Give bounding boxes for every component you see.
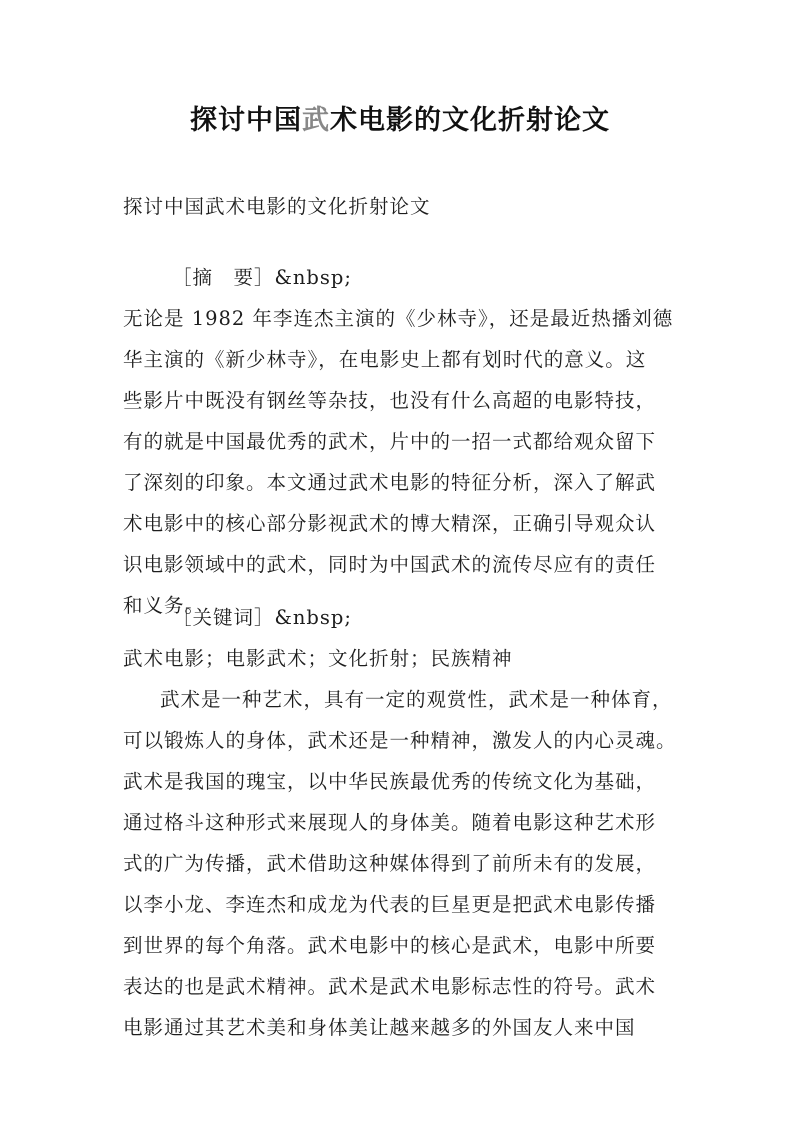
abstract-label: ［摘 要］&nbsp; [172, 266, 352, 289]
abstract-line: 识电影领域中的武术，同时为中国武术的流传尽应有的责任 [123, 553, 657, 576]
title-end: 术电影的文化折射论文 [330, 105, 610, 136]
body-line: 电影通过其艺术美和身体美让越来越多的外国友人来中国 [123, 1016, 636, 1039]
keywords: 武术电影；电影武术；文化折射；民族精神 [123, 647, 513, 670]
abstract-line: 了深刻的印象。本文通过武术电影的特征分析，深入了解武 [123, 471, 657, 494]
body-line: 表达的也是武术精神。武术是武术电影标志性的符号。武术 [123, 975, 657, 998]
body-line: 可以锻炼人的身体，武术还是一种精神，激发人的内心灵魂。 [123, 729, 677, 752]
abstract-line: 和义务。 [123, 594, 206, 617]
body-line: 以李小龙、李连杰和成龙为代表的巨星更是把武术电影传播 [123, 893, 657, 916]
keywords-label: ［关键词］&nbsp; [172, 606, 352, 629]
abstract-line: 些影片中既没有钢丝等杂技，也没有什么高超的电影特技， [123, 389, 657, 412]
title-start: 探讨中国 [190, 105, 302, 136]
abstract-line: 术电影中的核心部分影视武术的博大精深，正确引导观众认 [123, 512, 657, 535]
document-title [0, 98, 800, 137]
body-line: 武术是我国的瑰宝，以中华民族最优秀的传统文化为基础， [123, 770, 657, 793]
document-subtitle: 探讨中国武术电影的文化折射论文 [123, 195, 431, 218]
body-line: 通过格斗这种形式来展现人的身体美。随着电影这种艺术形 [123, 811, 657, 834]
abstract-line: 无论是 1982 年李连杰主演的《少林寺》，还是最近热播刘德 [123, 307, 674, 330]
body-line: 到世界的每个角落。武术电影中的核心是武术，电影中所要 [123, 934, 657, 957]
title-highlight: 武 [302, 105, 330, 136]
body-line: 武术是一种艺术，具有一定的观赏性，武术是一种体育， [160, 688, 673, 711]
abstract-line: 华主演的《新少林寺》，在电影史上都有划时代的意义。这 [123, 348, 647, 371]
body-line: 式的广为传播，武术借助这种媒体得到了前所未有的发展， [123, 852, 657, 875]
abstract-line: 有的就是中国最优秀的武术，片中的一招一式都给观众留下 [123, 430, 657, 453]
